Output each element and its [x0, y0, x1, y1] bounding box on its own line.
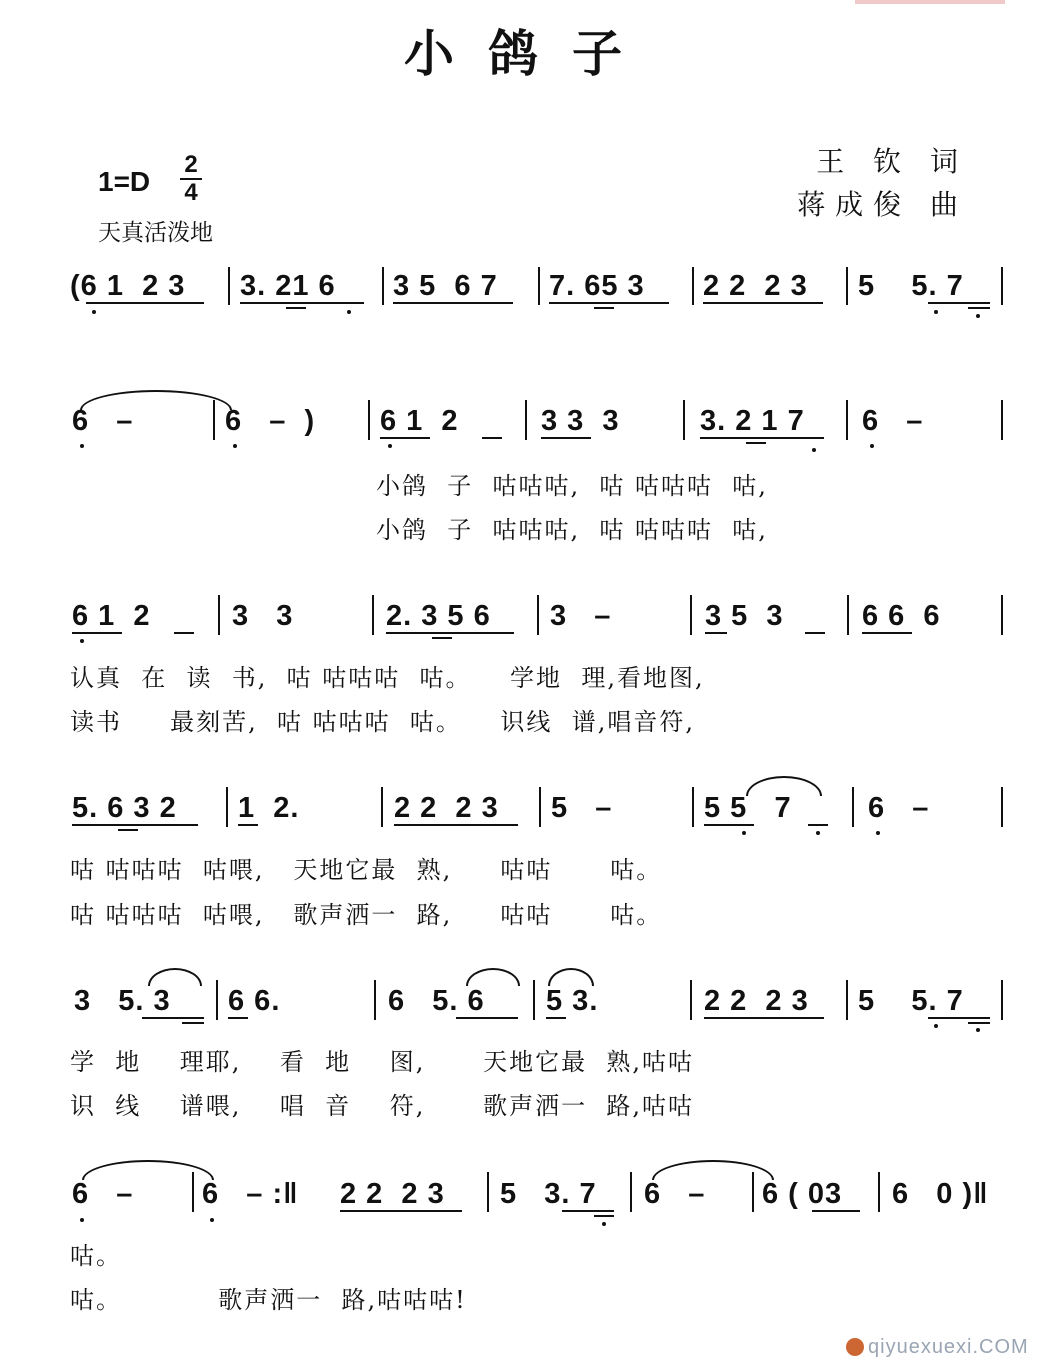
measure-r5m3: 6 5. 6 — [388, 985, 485, 1017]
low-octave-dot — [870, 444, 874, 448]
measure-r6m3: 2 2 2 3 — [340, 1178, 445, 1210]
measure-r1m3: 3 5 6 7 — [393, 270, 498, 302]
underline — [705, 632, 727, 634]
lyric-r6-verse2: 咕。 歌声洒一 路,咕咕咕! — [70, 1286, 467, 1314]
underline — [386, 632, 514, 634]
underline — [86, 302, 204, 304]
underline — [562, 1210, 614, 1212]
underline — [393, 302, 513, 304]
barline — [228, 267, 230, 305]
low-octave-dot — [934, 310, 938, 314]
barline — [1001, 787, 1003, 827]
barline — [690, 595, 692, 635]
measure-r6m5: 6 – — [644, 1178, 706, 1210]
underline — [182, 1022, 204, 1024]
barline — [846, 267, 848, 305]
measure-r5m1: 3 5. 3 — [74, 985, 171, 1017]
low-octave-dot — [602, 1222, 606, 1226]
measure-r6m1: 6 – — [72, 1178, 134, 1210]
barline — [381, 787, 383, 827]
barline — [630, 1172, 632, 1212]
barline — [692, 787, 694, 827]
underline — [174, 632, 194, 634]
barline — [683, 400, 685, 440]
barline — [372, 595, 374, 635]
measure-r6m2: 6 – :‖ — [202, 1178, 299, 1210]
underline — [394, 824, 518, 826]
watermark-text: qiyuexuexi.COM — [868, 1336, 1029, 1358]
lyric-r4-verse1: 咕 咕咕咕 咕喂, 天地它最 熟, 咕咕 咕。 — [70, 856, 663, 884]
underline — [594, 307, 614, 309]
underline — [546, 1017, 566, 1019]
barline — [525, 400, 527, 440]
barline — [374, 980, 376, 1020]
measure-r5m6: 5 5. 7 — [858, 985, 964, 1017]
lyricist-credit: 王 钦 词 — [816, 145, 968, 178]
barline — [382, 267, 384, 305]
barline — [487, 1172, 489, 1212]
measure-r3m5: 3 5 3 — [705, 600, 784, 632]
underline — [594, 1215, 614, 1217]
underline — [746, 442, 766, 444]
low-octave-dot — [388, 444, 392, 448]
low-octave-dot — [876, 831, 880, 835]
low-octave-dot — [976, 314, 980, 318]
low-octave-dot — [80, 639, 84, 643]
tie-arc — [148, 968, 202, 986]
low-octave-dot — [347, 310, 351, 314]
barline — [852, 787, 854, 827]
top-accent-bar — [855, 0, 1005, 4]
underline — [928, 302, 990, 304]
underline — [704, 1017, 824, 1019]
measure-r1m6: 5 5. 7 — [858, 270, 964, 302]
barline — [692, 267, 694, 305]
tempo-marking: 天真活泼地 — [98, 220, 213, 246]
barline — [846, 980, 848, 1020]
measure-r3m2: 3 3 — [232, 600, 294, 632]
measure-r5m4: 5 3. — [546, 985, 599, 1017]
barline — [192, 1172, 194, 1212]
time-signature-bottom: 4 — [184, 179, 198, 206]
underline — [928, 1017, 990, 1019]
measure-r2m4: 3 3 3 — [541, 405, 620, 437]
underline — [228, 1017, 248, 1019]
low-octave-dot — [80, 1218, 84, 1222]
low-octave-dot — [210, 1218, 214, 1222]
time-signature — [180, 153, 202, 205]
low-octave-dot — [233, 444, 237, 448]
tie-arc — [466, 968, 520, 986]
measure-r4m2: 1 2. — [238, 792, 300, 824]
lyric-r6-verse1: 咕。 — [70, 1242, 122, 1270]
underline — [380, 437, 430, 439]
measure-r4m4: 5 – — [551, 792, 613, 824]
measure-r2m2: 6 – ) — [225, 405, 316, 437]
underline — [808, 824, 828, 826]
underline — [703, 302, 823, 304]
underline — [541, 437, 591, 439]
low-octave-dot — [976, 1028, 980, 1032]
measure-r1m2: 3. 21 6 — [240, 270, 336, 302]
low-octave-dot — [934, 1024, 938, 1028]
measure-r5m2: 6 6. — [228, 985, 281, 1017]
low-octave-dot — [80, 444, 84, 448]
measure-r6m6: 6 ( 03 — [762, 1178, 843, 1210]
underline — [482, 437, 502, 439]
measure-r4m1: 5. 6 3 2 — [72, 792, 177, 824]
underline — [812, 1210, 860, 1212]
low-octave-dot — [92, 310, 96, 314]
barline — [218, 595, 220, 635]
barline — [226, 787, 228, 827]
key-signature: 1=D — [98, 166, 151, 197]
barline — [539, 787, 541, 827]
lyric-r3-verse2: 读书 最刻苦, 咕 咕咕咕 咕。 识线 谱,唱音符, — [70, 708, 695, 736]
barline — [690, 980, 692, 1020]
measure-r6m7: 6 0 )‖ — [892, 1178, 989, 1210]
measure-r3m4: 3 – — [550, 600, 612, 632]
low-octave-dot — [812, 448, 816, 452]
lyric-r5-verse1: 学 地 理耶, 看 地 图, 天地它最 熟,咕咕 — [70, 1048, 694, 1076]
barline — [213, 400, 215, 440]
measure-r1m5: 2 2 2 3 — [703, 270, 808, 302]
underline — [549, 302, 669, 304]
lyric-r2-verse2: 小鸽 子 咕咕咕, 咕 咕咕咕 咕, — [376, 516, 768, 544]
composer-credit: 蒋成俊 曲 — [797, 188, 968, 221]
measure-r2m1: 6 – — [72, 405, 134, 437]
barline — [847, 595, 849, 635]
measure-r1m4: 7. 65 3 — [549, 270, 645, 302]
tie-arc — [652, 1160, 774, 1180]
measure-r3m6: 6 6 6 — [862, 600, 941, 632]
underline — [862, 632, 912, 634]
underline — [118, 829, 138, 831]
song-title: 小鸽子 — [404, 24, 656, 83]
barline — [1001, 400, 1003, 440]
measure-r2m5: 3. 2 1 7 — [700, 405, 805, 437]
watermark-logo-icon — [846, 1338, 864, 1356]
measure-r4m6: 6 – — [868, 792, 930, 824]
underline — [72, 632, 122, 634]
tie-arc — [548, 968, 594, 986]
measure-r2m3: 6 1 2 — [380, 405, 459, 437]
underline — [456, 1017, 518, 1019]
measure-r2m6: 6 – — [862, 405, 924, 437]
time-signature-top: 2 — [184, 151, 198, 178]
underline — [700, 437, 824, 439]
lyric-r4-verse2: 咕 咕咕咕 咕喂, 歌声洒一 路, 咕咕 咕。 — [70, 901, 663, 929]
underline — [238, 824, 258, 826]
tie-arc — [82, 1160, 214, 1180]
underline — [142, 1017, 204, 1019]
barline — [216, 980, 218, 1020]
barline — [368, 400, 370, 440]
underline — [432, 637, 452, 639]
measure-r1m1: (6 1 2 3 — [70, 270, 186, 302]
measure-r3m1: 6 1 2 — [72, 600, 151, 632]
underline — [240, 302, 364, 304]
barline — [533, 980, 535, 1020]
barline — [752, 1172, 754, 1212]
underline — [805, 632, 825, 634]
lyric-r3-verse1: 认真 在 读 书, 咕 咕咕咕 咕。 学地 理,看地图, — [70, 664, 705, 692]
underline — [340, 1210, 462, 1212]
underline — [72, 824, 198, 826]
barline — [1001, 980, 1003, 1020]
underline — [286, 307, 306, 309]
lyric-r5-verse2: 识 线 谱喂, 唱 音 符, 歌声洒一 路,咕咕 — [70, 1092, 694, 1120]
barline — [538, 267, 540, 305]
barline — [1001, 595, 1003, 635]
barline — [537, 595, 539, 635]
lyric-r2-verse1: 小鸽 子 咕咕咕, 咕 咕咕咕 咕, — [376, 472, 768, 500]
underline — [968, 1022, 990, 1024]
barline — [846, 400, 848, 440]
measure-r3m3: 2. 3 5 6 — [386, 600, 491, 632]
low-octave-dot — [742, 831, 746, 835]
underline — [704, 824, 754, 826]
measure-r6m4: 5 3. 7 — [500, 1178, 597, 1210]
underline — [968, 307, 990, 309]
barline — [1001, 267, 1003, 305]
measure-r5m5: 2 2 2 3 — [704, 985, 809, 1017]
measure-r4m5: 5 5 7 — [704, 792, 792, 824]
barline — [878, 1172, 880, 1212]
measure-r4m3: 2 2 2 3 — [394, 792, 499, 824]
low-octave-dot — [816, 831, 820, 835]
